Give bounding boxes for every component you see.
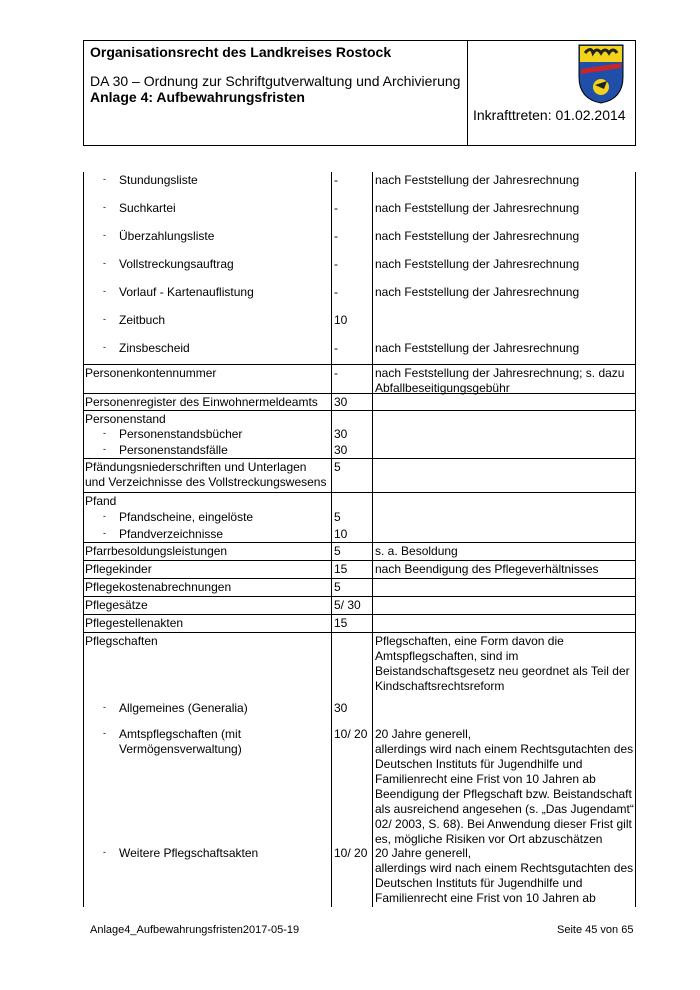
cell-frist: 10 xyxy=(331,312,372,340)
cell-bemerkung: nach Feststellung der Jahresrechnung xyxy=(372,284,636,312)
table-row xyxy=(83,492,636,509)
table-row xyxy=(83,200,636,228)
coat-of-arms-icon xyxy=(577,43,625,105)
cell-bemerkung xyxy=(372,394,636,410)
cell-frist xyxy=(331,633,372,700)
bullet-dash: - xyxy=(103,847,106,857)
table-row xyxy=(83,560,636,578)
cell-frist: - xyxy=(331,340,372,364)
table-row xyxy=(83,614,636,632)
cell-frist: - xyxy=(331,228,372,256)
cell-name: - Personenstandsfälle xyxy=(103,443,228,457)
cell-name: Pflegestellenakten xyxy=(85,616,184,630)
table-row xyxy=(83,542,636,560)
cell-bemerkung xyxy=(372,493,636,509)
cell-name: - Vollstreckungsauftrag xyxy=(103,257,234,271)
cell-bemerkung: nach Feststellung der Jahresrechnung xyxy=(372,200,636,228)
cell-frist: 15 xyxy=(331,561,372,578)
cell-name: - Stundungsliste xyxy=(103,173,198,187)
table-row xyxy=(83,845,636,907)
table-row xyxy=(83,364,636,393)
cell-bemerkung: nach Feststellung der Jahresrechnung xyxy=(372,172,636,200)
bullet-dash: - xyxy=(103,511,106,521)
cell-name: Pflegesätze xyxy=(85,598,148,612)
document-header xyxy=(83,40,636,146)
bullet-dash: - xyxy=(103,444,106,454)
bullet-dash: - xyxy=(103,286,106,296)
cell-bemerkung xyxy=(372,411,636,426)
cell-bemerkung xyxy=(372,459,636,492)
cell-bemerkung: 20 Jahre generell, allerdings wird nach einem Rechtsgutachten des Deutschen Instituts für Jugendhilfe und Familienrecht eine Frist von 10 Jahren ab xyxy=(372,845,636,907)
org-title: Organisationsrecht des Landkreises Rostock xyxy=(90,44,392,60)
table-row xyxy=(83,340,636,364)
cell-name: - Weitere Pflegschaftsakten xyxy=(103,846,259,860)
cell-name: Personenstand xyxy=(85,412,166,426)
cell-name: Pflegekostenabrechnungen xyxy=(85,580,232,594)
cell-frist: - xyxy=(331,200,372,228)
cell-frist: - xyxy=(331,172,372,200)
anlage-title: Anlage 4: Aufbewahrungsfristen xyxy=(90,89,305,105)
cell-name: Pflegekinder xyxy=(85,562,152,576)
effective-date: Inkrafttreten: 01.02.2014 xyxy=(473,107,626,123)
footer-page-number: Seite 45 von 65 xyxy=(557,924,634,936)
bullet-dash: - xyxy=(103,314,106,324)
table-row xyxy=(83,426,636,442)
cell-frist: 5 xyxy=(331,459,372,492)
cell-frist: 30 xyxy=(331,426,372,442)
table-row xyxy=(83,578,636,596)
cell-frist: - xyxy=(331,284,372,312)
cell-name: Pfändungsniederschriften und Unterlagen und Verzeichnisse des Vollstreckungswesens xyxy=(85,460,327,489)
table-row xyxy=(83,726,636,845)
cell-name: Personenkontennummer xyxy=(85,366,217,380)
cell-frist: 5 xyxy=(331,509,372,526)
cell-bemerkung xyxy=(372,597,636,614)
bullet-dash: - xyxy=(103,202,106,212)
bullet-dash: - xyxy=(103,728,106,738)
cell-frist: 5 xyxy=(331,543,372,560)
cell-name: - Pfandscheine, eingelöste xyxy=(103,510,254,524)
cell-bemerkung xyxy=(372,700,636,726)
cell-name: - Zeitbuch xyxy=(103,313,166,327)
bullet-dash: - xyxy=(103,428,106,438)
header-title-cell xyxy=(84,41,468,145)
cell-name: - Überzahlungsliste xyxy=(103,229,215,243)
cell-name: - Zinsbescheid xyxy=(103,341,190,355)
cell-name: - Pfandverzeichnisse xyxy=(103,527,224,541)
table-row xyxy=(83,172,636,200)
table-row xyxy=(83,284,636,312)
bullet-dash: - xyxy=(103,528,106,538)
cell-frist: - xyxy=(331,256,372,284)
cell-bemerkung xyxy=(372,509,636,526)
cell-name: - Vorlauf - Kartenauflistung xyxy=(103,285,254,299)
table-row xyxy=(83,393,636,410)
cell-frist: 10/ 20 xyxy=(331,845,372,907)
cell-bemerkung xyxy=(372,615,636,632)
bullet-dash: - xyxy=(103,174,106,184)
table-row xyxy=(83,312,636,340)
cell-frist xyxy=(331,493,372,509)
cell-name: Pfarrbesoldungsleistungen xyxy=(85,544,228,558)
bullet-dash: - xyxy=(103,230,106,240)
table-row xyxy=(83,410,636,426)
bullet-dash: - xyxy=(103,258,106,268)
cell-frist: 15 xyxy=(331,615,372,632)
cell-name: - Amtspflegschaften (mit Vermögensverwaltung) xyxy=(103,727,242,756)
cell-frist: 5 xyxy=(331,579,372,596)
cell-bemerkung: Pflegschaften, eine Form davon die Amtspflegschaften, sind im Beistandschaftsgesetz neu geordnet als Teil der Kindschaftsrechtsreform xyxy=(372,633,636,700)
table-row xyxy=(83,526,636,542)
cell-bemerkung: nach Feststellung der Jahresrechnung; s. dazu Abfallbeseitigungsgebühr xyxy=(372,365,636,393)
cell-name: Pflegschaften xyxy=(85,634,158,648)
da-title: DA 30 – Ordnung zur Schriftgutverwaltung und Archivierung xyxy=(90,73,461,89)
bullet-dash: - xyxy=(103,342,106,352)
cell-bemerkung xyxy=(372,579,636,596)
cell-bemerkung: nach Feststellung der Jahresrechnung xyxy=(372,340,636,364)
cell-frist: - xyxy=(331,365,372,393)
table-row xyxy=(83,596,636,614)
cell-name: Personenregister des Einwohnermeldeamts xyxy=(85,395,318,409)
cell-bemerkung xyxy=(372,312,636,340)
cell-bemerkung: nach Feststellung der Jahresrechnung xyxy=(372,256,636,284)
cell-name: - Allgemeines (Generalia) xyxy=(103,701,248,715)
cell-name: - Personenstandsbücher xyxy=(103,427,243,441)
footer-filename: Anlage4_Aufbewahrungsfristen2017-05-19 xyxy=(90,924,300,936)
table-row xyxy=(83,700,636,726)
cell-bemerkung: 20 Jahre generell, allerdings wird nach einem Rechtsgutachten des Deutschen Instituts für Jugendhilfe und Familienrecht eine Frist von 10 Jahren ab Beendigung der Pflegschaft bzw. Beistandschaft als ausreichend angesehen (s. „Das Jugendamt“ 02/ 2003, S. 68). Bei Anwendung dieser Frist gilt es, mögliche Risiken vor Ort abzuschätzen xyxy=(372,726,636,845)
cell-name: Pfand xyxy=(85,494,117,508)
cell-frist: 10/ 20 xyxy=(331,726,372,845)
cell-bemerkung xyxy=(372,442,636,458)
retention-table xyxy=(83,172,636,907)
cell-name: - Suchkartei xyxy=(103,201,176,215)
table-row xyxy=(83,632,636,700)
table-row xyxy=(83,458,636,492)
bullet-dash: - xyxy=(103,702,106,712)
cell-frist: 10 xyxy=(331,526,372,542)
cell-bemerkung xyxy=(372,426,636,442)
table-row xyxy=(83,256,636,284)
cell-bemerkung: nach Beendigung des Pflegeverhältnisses xyxy=(372,561,636,578)
cell-frist: 30 xyxy=(331,700,372,726)
cell-frist: 5/ 30 xyxy=(331,597,372,614)
cell-bemerkung: nach Feststellung der Jahresrechnung xyxy=(372,228,636,256)
table-row xyxy=(83,509,636,526)
cell-frist: 30 xyxy=(331,442,372,458)
table-row xyxy=(83,442,636,458)
cell-bemerkung xyxy=(372,526,636,542)
table-row xyxy=(83,228,636,256)
cell-frist xyxy=(331,411,372,426)
cell-bemerkung: s. a. Besoldung xyxy=(372,543,636,560)
cell-frist: 30 xyxy=(331,394,372,410)
